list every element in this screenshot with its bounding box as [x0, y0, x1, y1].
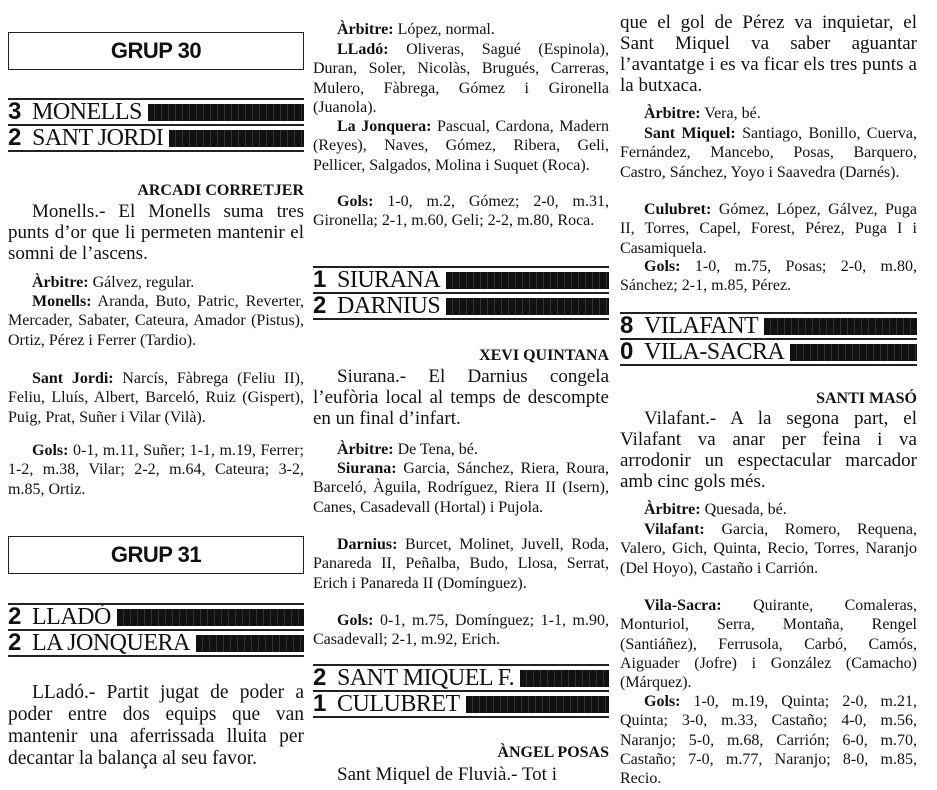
group-title: GRUP 31: [110, 542, 202, 567]
away-score: 0: [620, 338, 634, 365]
value: Pascual, Cardona, Madern (Reyes), Naves, Gómez, Ribera, Geli, Pellicer, Salgados, Molina i Suquet (Roca).: [313, 118, 609, 174]
column-3: [620, 0, 917, 790]
lineup-jonquera: [313, 117, 609, 175]
score-bar: [466, 696, 609, 713]
away-team: DARNIUS: [337, 293, 441, 319]
value: Aranda, Buto, Patric, Reverter, Mercader, Sabater, Cateura, Amador (Pistus), Ortiz, Pérez i Ferrer (Tardio).: [8, 293, 304, 349]
goals-line: [313, 192, 609, 231]
home-team: VILAFANT: [644, 313, 759, 338]
referee-line: [8, 273, 304, 292]
score-bar: [446, 272, 609, 289]
away-score: 1: [313, 690, 327, 717]
score-bar: [446, 298, 609, 315]
lead-paragraph: Siurana.- El Darnius congela l’eufòria local al temps de descompte en un final d’infart.: [313, 366, 609, 429]
label: Gols:: [32, 442, 69, 459]
group-31-heading: [8, 536, 304, 574]
score-row-away: [620, 338, 917, 366]
home-score: 1: [313, 266, 327, 292]
lineup-santjordi: [8, 369, 304, 427]
referee-line: [620, 104, 917, 123]
away-score: 2: [313, 292, 327, 319]
referee-line: [620, 500, 917, 519]
label: Culubret:: [644, 201, 712, 218]
score-row-away: [8, 629, 304, 657]
value: López, normal.: [393, 21, 495, 38]
score-bar: [196, 635, 304, 652]
home-team: MONELLS: [32, 99, 142, 124]
label: La Jonquera:: [337, 118, 432, 135]
score-bar: [790, 344, 917, 361]
value: 1-0, m.2, Gómez; 2-0, m.31, Gironella; 2-1, m.60, Geli; 2-2, m.80, Roca.: [313, 193, 609, 230]
away-team: LA JONQUERA: [32, 630, 190, 656]
scoreboard-vilafant-vilasacra: [620, 312, 917, 366]
away-team: CULUBRET: [337, 691, 460, 717]
label: Àrbitre:: [644, 501, 701, 518]
score-row-home: [620, 312, 917, 338]
label: Gols:: [644, 693, 681, 710]
away-team: VILA-SACRA: [644, 339, 785, 365]
score-row-away: [313, 292, 609, 320]
home-score: 2: [8, 603, 22, 629]
home-score: 3: [8, 98, 22, 124]
referee-line: [313, 440, 609, 459]
scoreboard-siurana-darnius: [313, 266, 609, 320]
lead-paragraph: Sant Miquel de Fluvià.- Tot i: [337, 764, 557, 785]
value: 1-0, m.75, Posas; 2-0, m.80, Sánchez; 2-1, m.85, Pérez.: [620, 258, 917, 295]
lineup-vilasacra: [620, 596, 917, 692]
label: LLadó:: [337, 41, 389, 58]
value: 1-0, m.19, Quinta; 2-0, m.21, Quinta; 3-0, m.33, Castaño; 4-0, m.56, Naranjo; 5-0, m.68, Carrión; 6-0, m.70, Castaño; 7-0, m.77, Naranjo; 8-0, m.85, Recio.: [620, 693, 917, 788]
column-2: [313, 0, 609, 790]
scoreboard-santmiquel-culubret: [313, 664, 609, 718]
value: Quirante, Comaleras, Monturiol, Serra, Montaña, Rengel (Santiáñez), Ferrusola, Carbó, Camós, Aiguader (Jofre) i González (Camacho) (Márquez).: [620, 597, 917, 692]
value: Vera, bé.: [700, 105, 761, 122]
lead-paragraph: Vilafant.- A la segona part, el Vilafant va anar per feina i va arrodonir un espectacular marcador amb cinc gols més.: [620, 408, 917, 492]
home-score: 8: [620, 312, 634, 338]
score-row-home: [8, 603, 304, 629]
score-bar: [764, 318, 917, 335]
value: 0-1, m.11, Suñer; 1-1, m.19, Ferrer; 1-2, m.38, Vilar; 2-2, m.64, Cateura; 3-2, m.85, Ortiz.: [8, 442, 304, 498]
value: Garcia, Sánchez, Riera, Roura, Barceló, Àguila, Rodríguez, Riera II (Isern), Canes, Casadevall (Hortal) i Pujola.: [313, 460, 609, 516]
lead-paragraph: LLadó.- Partit jugat de poder a poder entre dos equips que van mantenir una aferrissada lluita per decantar la balança al seu favor.: [8, 682, 304, 769]
away-score: 2: [8, 124, 22, 151]
label: Àrbitre:: [337, 21, 394, 38]
lineup-siurana: [313, 459, 609, 517]
byline: XEVI QUINTANA: [479, 347, 609, 364]
value: Garcia, Romero, Requena, Valero, Gich, Quinta, Recio, Torres, Naranjo (Del Hoyo), Castaño i Carrión.: [620, 521, 917, 577]
home-team: SIURANA: [337, 267, 441, 292]
goals-line: [620, 257, 917, 296]
label: Vilafant:: [644, 521, 705, 538]
lineup-santmiquel: [620, 124, 917, 182]
value: Quesada, bé.: [700, 501, 787, 518]
score-row-away: [8, 124, 304, 152]
label: Monells:: [32, 293, 92, 310]
lead-paragraph-continued: que el gol de Pérez va inquietar, el Sant Miquel va saber aguantar l’avantatge i es va ficar els tres punts a la butxaca.: [620, 12, 917, 96]
value: Gómez, López, Gálvez, Puga II, Torres, Capel, Forest, Pérez, Puga I i Casamiquela.: [620, 201, 917, 257]
label: Àrbitre:: [337, 441, 394, 458]
value: Narcís, Fàbrega (Feliu II), Feliu, Lluís, Albert, Barceló, Ruiz (Gispert), Puig, Prat, Suñer i Vilar (Vilà).: [8, 370, 304, 426]
value: Oliveras, Sagué (Espinola), Duran, Soler, Nicolàs, Brugués, Carreras, Mulero, Fàbrega, Gómez i Gironella (Juanola).: [313, 41, 609, 116]
value: Gálvez, regular.: [88, 274, 195, 291]
value: Burcet, Molinet, Juvell, Roda, Panareda II, Peñalba, Budo, Llosa, Serrat, Erich i Panareda II (Domínguez).: [313, 536, 609, 592]
goals-line: [8, 441, 304, 499]
lineup-llado: [313, 40, 609, 117]
label: Àrbitre:: [32, 274, 89, 291]
lead-paragraph: Monells.- El Monells suma tres punts d’or que li permeten mantenir el somni de l’ascens.: [8, 201, 304, 264]
byline: ÀNGEL POSAS: [497, 744, 609, 761]
label: Gols:: [337, 612, 374, 629]
value: Santiago, Bonillo, Cuerva, Fernández, Mancebo, Posas, Barquero, Castro, Sánchez, Yoyo i Saavedra (Darnés).: [620, 125, 918, 181]
score-row-home: [313, 266, 609, 292]
label: Àrbitre:: [644, 105, 701, 122]
score-bar: [169, 130, 304, 147]
score-bar: [520, 670, 609, 687]
group-30-heading: [8, 32, 304, 70]
label: Gols:: [644, 258, 681, 275]
away-team: SANT JORDI: [32, 125, 164, 151]
label: Siurana:: [337, 460, 397, 477]
byline: SANTI MASÓ: [816, 390, 917, 407]
label: Gols:: [337, 193, 374, 210]
scoreboard-llado-jonquera: [8, 603, 304, 657]
goals-line: [313, 611, 609, 650]
lineup-vilafant: [620, 520, 917, 578]
lineup-culubret: [620, 200, 917, 258]
goals-line: [620, 692, 917, 788]
byline: ARCADI CORRETJER: [137, 182, 304, 199]
label: Darnius:: [337, 536, 398, 553]
lineup-monells: [8, 292, 304, 350]
label: Sant Miquel:: [644, 125, 736, 142]
away-score: 2: [8, 629, 22, 656]
home-team: SANT MIQUEL F.: [337, 665, 515, 690]
group-title: GRUP 30: [110, 38, 202, 63]
scoreboard-monells-santjordi: [8, 98, 304, 152]
home-score: 2: [313, 664, 327, 690]
referee-line: [313, 20, 609, 39]
home-team: LLADÓ: [32, 604, 111, 629]
value: 0-1, m.75, Domínguez; 1-1, m.90, Casadevall; 2-1, m.92, Erich.: [313, 612, 609, 649]
label: Sant Jordi:: [32, 370, 114, 387]
score-bar: [117, 609, 304, 626]
value: De Tena, bé.: [393, 441, 478, 458]
score-row-away: [313, 690, 609, 718]
score-row-home: [313, 664, 609, 690]
column-1: [8, 0, 304, 790]
score-bar: [148, 104, 304, 121]
score-row-home: [8, 98, 304, 124]
label: Vila-Sacra:: [644, 597, 722, 614]
lineup-darnius: [313, 535, 609, 593]
